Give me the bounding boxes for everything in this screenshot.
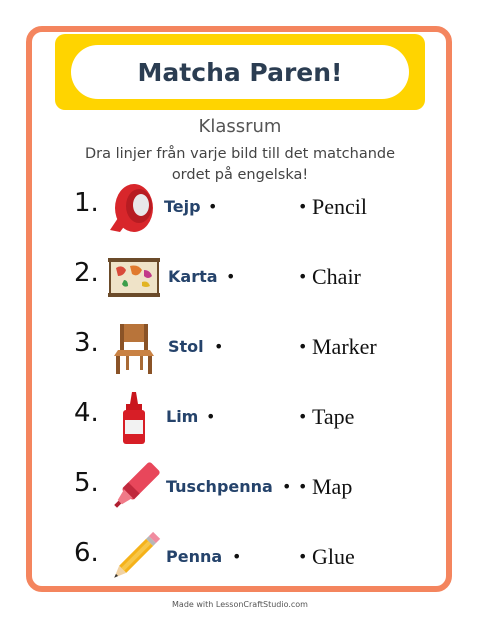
left-dot[interactable]: • (232, 547, 242, 566)
chair-icon (106, 320, 162, 376)
english-word: Glue (312, 544, 355, 569)
page-title: Matcha Paren! (137, 57, 343, 87)
right-dot[interactable]: • (298, 547, 308, 566)
left-dot[interactable]: • (226, 267, 236, 286)
match-row (0, 530, 480, 590)
instructions-text: Dra linjer från varje bild till det matchande ordet på engelska! (84, 146, 396, 183)
left-dot[interactable]: • (208, 197, 218, 216)
swedish-word: Stol (168, 337, 204, 356)
row-number: 2. (74, 258, 99, 288)
map-icon (106, 250, 162, 306)
match-row (0, 180, 480, 240)
right-dot[interactable]: • (298, 197, 308, 216)
english-word: Map (312, 474, 353, 499)
right-dot[interactable]: • (298, 337, 308, 356)
pencil-icon (106, 530, 162, 586)
glue-icon (106, 390, 162, 446)
match-row (0, 250, 480, 310)
title-pill (71, 45, 409, 99)
swedish-word: Tejp (164, 197, 201, 216)
right-dot[interactable]: • (298, 477, 308, 496)
left-dot[interactable]: • (214, 337, 224, 356)
match-row (0, 320, 480, 380)
row-number: 6. (74, 538, 99, 568)
marker-icon (106, 460, 162, 516)
title-banner (55, 34, 425, 110)
match-row (0, 460, 480, 520)
tape-icon (106, 180, 162, 236)
right-dot[interactable]: • (298, 267, 308, 286)
left-dot[interactable]: • (206, 407, 216, 426)
row-number: 5. (74, 468, 99, 498)
row-number: 1. (74, 188, 99, 218)
right-dot[interactable]: • (298, 407, 308, 426)
swedish-word: Karta (168, 267, 218, 286)
swedish-word: Lim (166, 407, 199, 426)
worksheet-subtitle: Klassrum (198, 116, 282, 137)
footer-credit: Made with LessonCraftStudio.com (172, 600, 308, 609)
swedish-word: Penna (166, 547, 223, 566)
row-number: 4. (74, 398, 99, 428)
english-word: Chair (312, 264, 361, 289)
left-dot[interactable]: • (282, 477, 292, 496)
english-word: Marker (312, 334, 377, 359)
english-word: Tape (312, 404, 355, 429)
english-word: Pencil (312, 194, 367, 219)
match-row (0, 390, 480, 450)
swedish-word: Tuschpenna (166, 477, 273, 496)
row-number: 3. (74, 328, 99, 358)
